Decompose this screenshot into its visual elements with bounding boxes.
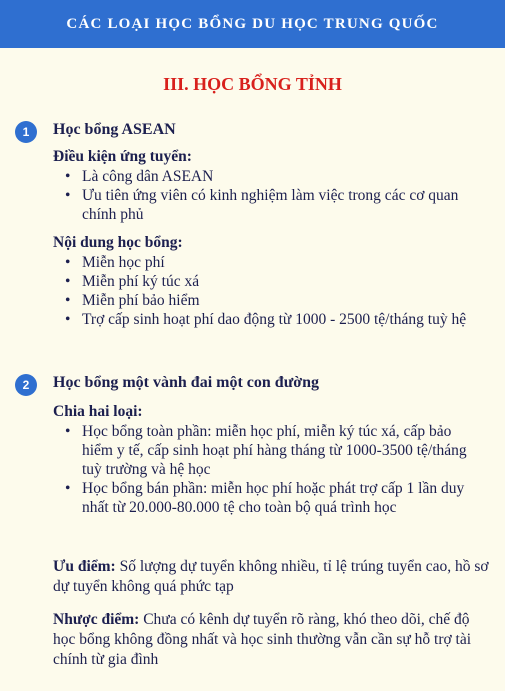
list-item: • Học bổng toàn phần: miễn học phí, miễn ký túc xá, cấp bảo hiểm y tế, cấp sinh hoạt phí hàng tháng từ 1000-3500 tệ/tháng tuỳ trường và hệ học [53,422,483,479]
group-heading-eligibility: Điều kiện ứng tuyển: [53,148,192,165]
pros-label: Ưu điểm: [53,558,116,575]
list-item: • Là công dân ASEAN [53,167,483,186]
list-item: • Ưu tiên ứng viên có kinh nghiệm làm việc trong các cơ quan chính phủ [53,186,483,224]
cons-paragraph [53,610,493,670]
cons-text: Chưa có kênh dự tuyển rõ ràng, khó theo dõi, chế độ học bổng không đồng nhất và học sinh thường vẫn cần sự hỗ trợ tài chính từ gia đình [53,611,472,668]
benefits-list [53,253,483,329]
eligibility-list [53,167,483,224]
group-heading-types: Chia hai loại: [53,403,143,420]
section-title: III. HỌC BỔNG TỈNH [163,74,342,94]
group-heading-benefits: Nội dung học bổng: [53,234,183,251]
list-item: • Miễn phí bảo hiểm [53,291,483,310]
pros-text: Số lượng dự tuyển không nhiều, tỉ lệ trúng tuyển cao, hồ sơ dự tuyển không quá phức tạp [53,558,489,595]
types-list [53,422,483,517]
number-badge-1: 1 [15,121,37,143]
list-item: • Miễn học phí [53,253,483,272]
scholarship-title-2: Học bổng một vành đai một con đường [53,374,320,391]
banner-title: CÁC LOẠI HỌC BỔNG DU HỌC TRUNG QUỐC [0,0,505,48]
cons-label: Nhược điểm: [53,611,140,628]
number-badge-2: 2 [15,374,37,396]
list-item: • Học bổng bán phần: miễn học phí hoặc phát trợ cấp 1 lần duy nhất từ 20.000-80.000 tệ cho toàn bộ quá trình học [53,479,483,517]
scholarship-title-1: Học bổng ASEAN [53,121,176,138]
pros-paragraph [53,557,493,597]
list-item: • Miễn phí ký túc xá [53,272,483,291]
list-item: • Trợ cấp sinh hoạt phí dao động từ 1000 - 2500 tệ/tháng tuỳ hệ [53,310,483,329]
